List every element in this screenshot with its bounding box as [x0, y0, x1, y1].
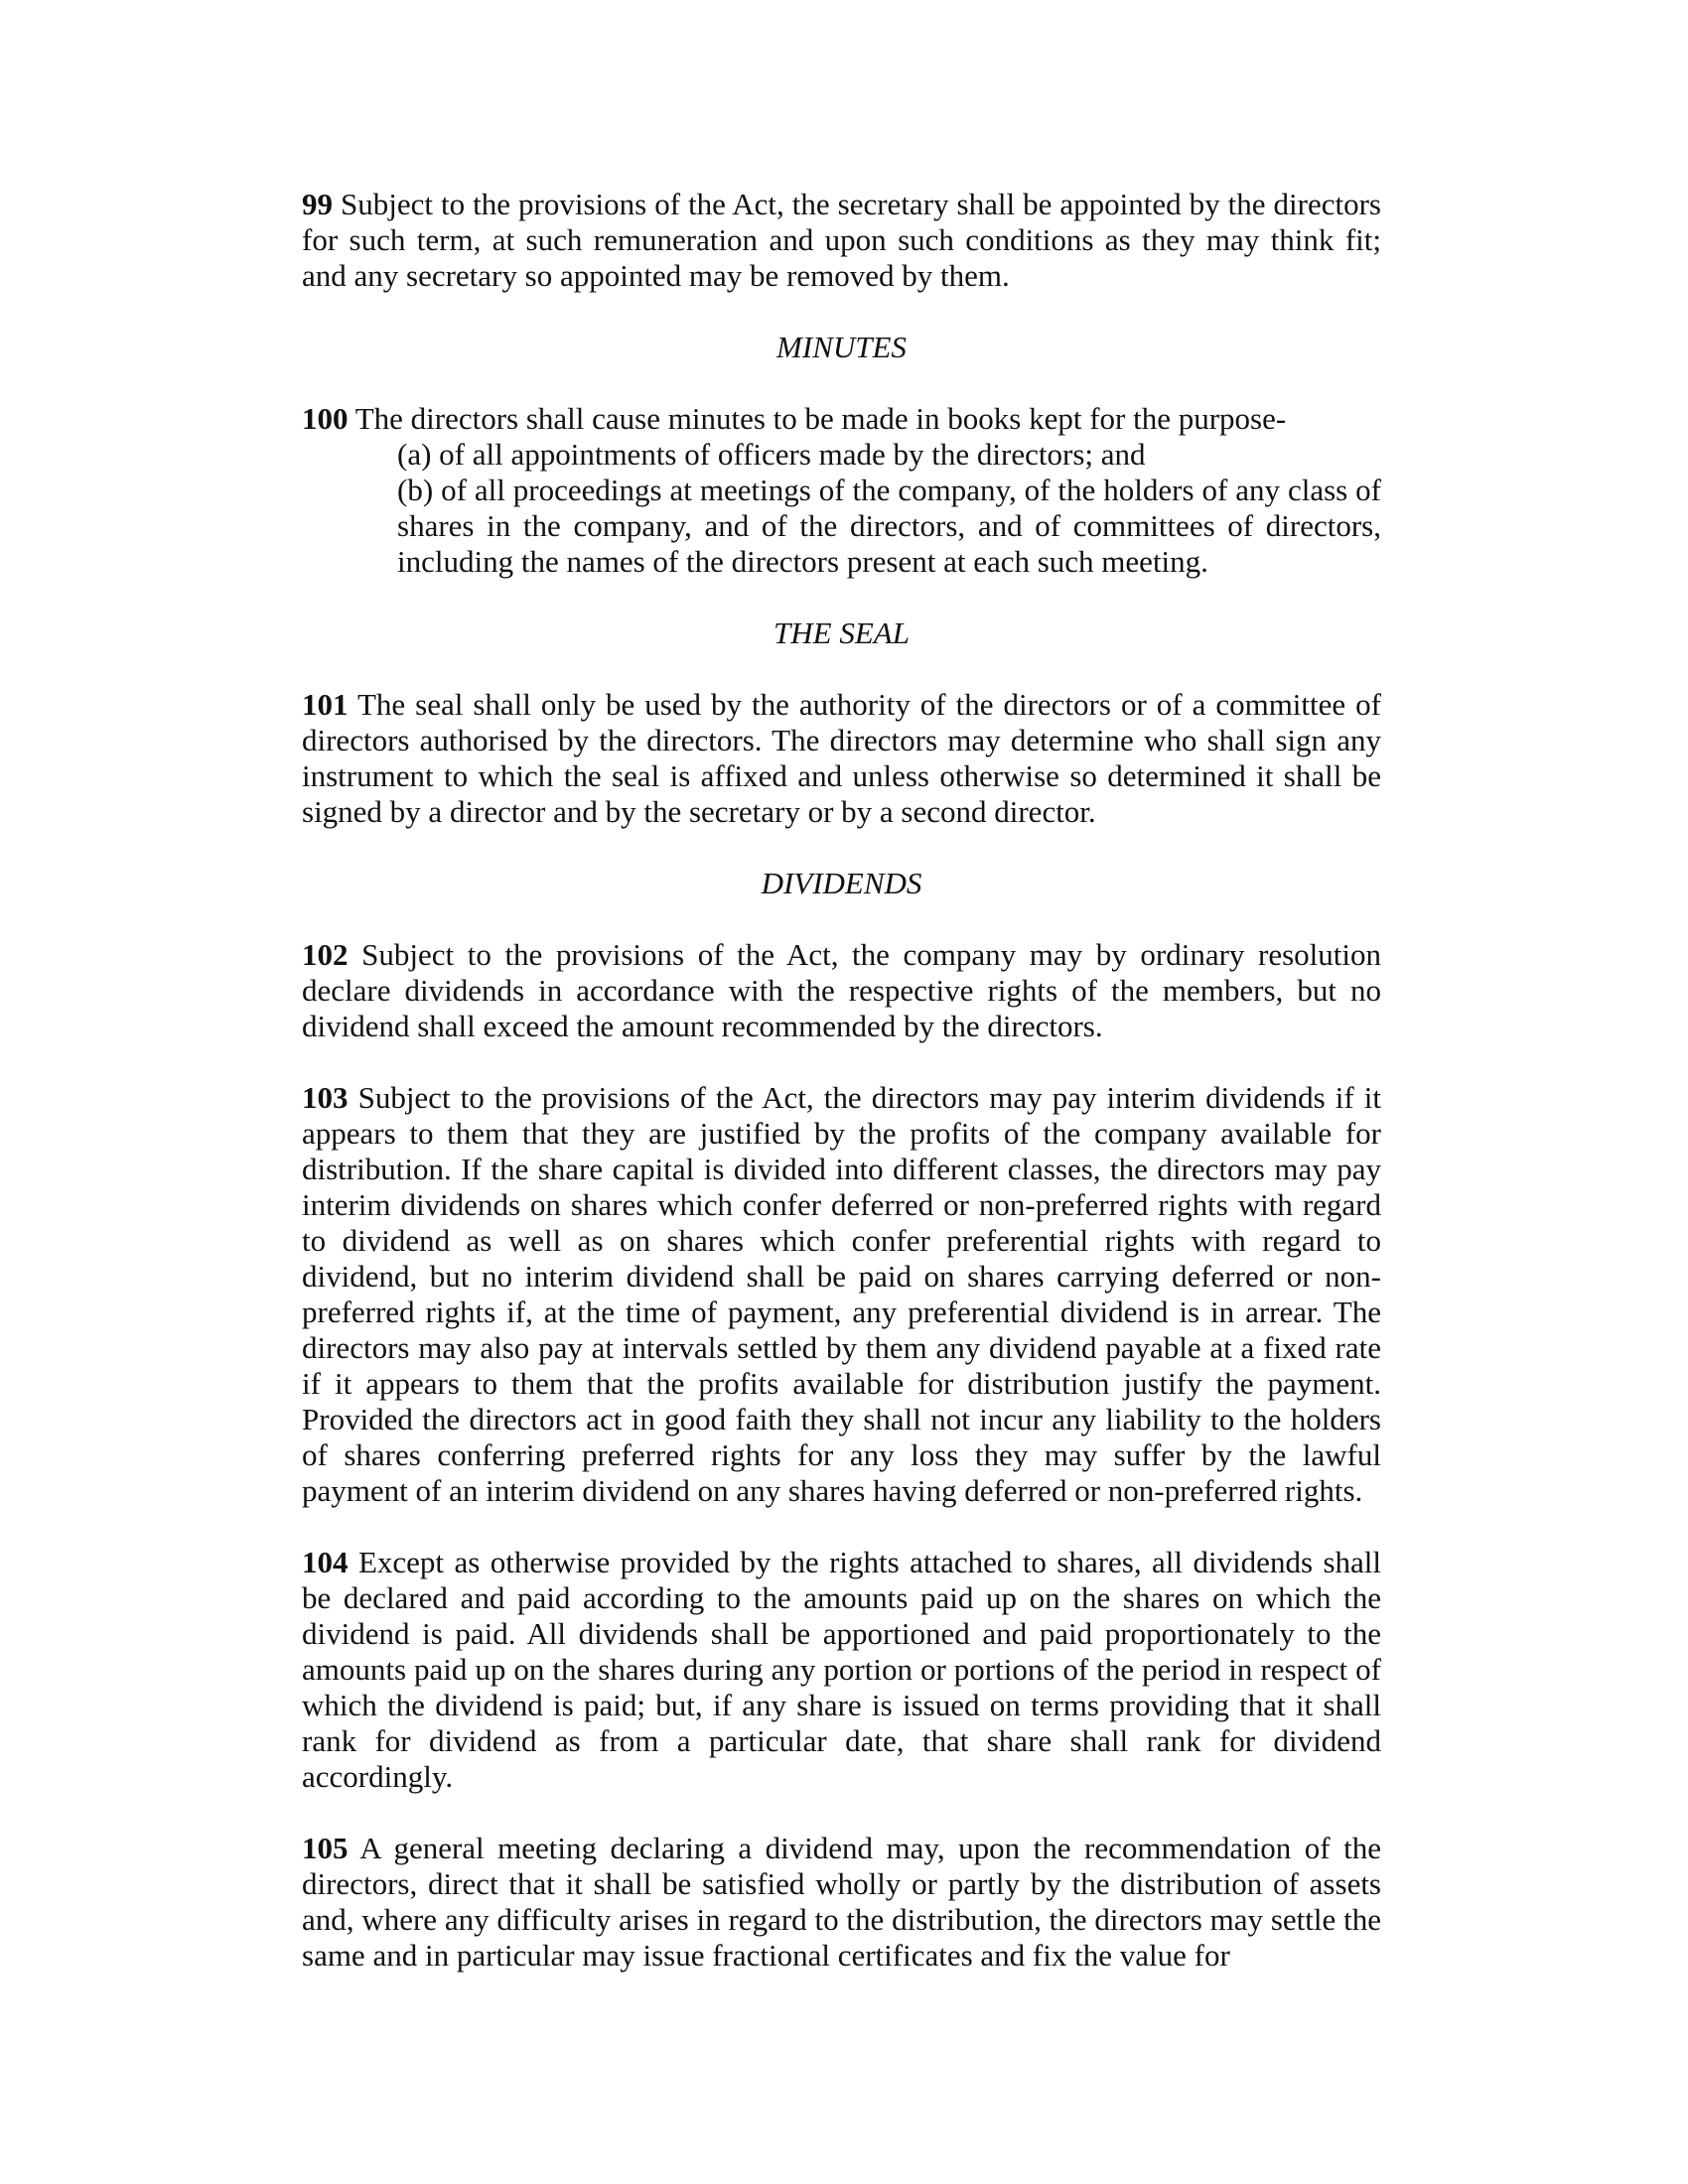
clause-item-b: (b) of all proceedings at meetings of the company, of the holders of any class of shares in the company, and of the directors, and of committees of directors, including the names of the directors present at each such meeting. — [397, 473, 1381, 579]
clause-104 — [302, 1545, 1381, 1795]
clause-text: The directors shall cause minutes to be made in books kept for the purpose- — [354, 401, 1287, 436]
clause-intro — [302, 401, 1381, 437]
clause-text: Subject to the provisions of the Act, the directors may pay interim dividends if it appears to them that they are justified by the profits of the company available for distribution. If the share capital is divided into different classes, the directors may pay interim dividends on shares which confer deferred or non-preferred rights with regard to dividend as well as on shares which confer preferential rights with regard to dividend, but no interim dividend shall be paid on shares carrying deferred or non-preferred rights if, at the time of payment, any preferential dividend is in arrear. The directors may also pay at intervals settled by them any dividend payable at a fixed rate if it appears to them that the profits available for distribution justify the payment. Provided the directors act in good faith they shall not incur any liability to the holders of shares conferring preferred rights for any loss they may suffer by the lawful payment of an interim dividend on any shares having deferred or non-preferred rights. — [302, 1080, 1382, 1508]
clause-101 — [302, 687, 1381, 830]
clause-102 — [302, 937, 1381, 1044]
clause-text: The seal shall only be used by the authority of the directors or of a committee of directors authorised by the directors. The directors may determine who shall sign any instrument to which the seal is affixed and unless otherwise so determined it shall be signed by a director and by the secretary or by a second director. — [302, 687, 1381, 829]
section-heading-minutes: MINUTES — [776, 330, 907, 364]
clause-105 — [302, 1831, 1381, 1974]
clause-number: 100 — [302, 401, 349, 436]
clause-103 — [302, 1080, 1381, 1509]
clause-number: 102 — [302, 937, 349, 972]
clause-number: 101 — [302, 687, 349, 722]
clause-number: 103 — [302, 1080, 349, 1115]
clause-item-a: (a) of all appointments of officers made by the directors; and — [397, 437, 1146, 472]
clause-number: 105 — [302, 1831, 349, 1865]
clause-99 — [302, 187, 1381, 294]
section-heading-dividends: DIVIDENDS — [761, 866, 922, 900]
clause-text: A general meeting declaring a dividend may, upon the recommendation of the directors, direct that it shall be satisfied wholly or partly by the distribution of assets and, where any difficulty arises in regard to the distribution, the directors may settle the same and in particular may issue fractional certificates and fix the value for — [302, 1831, 1381, 1973]
clause-100 — [302, 401, 1381, 580]
document-page — [302, 187, 1381, 1974]
clause-number: 99 — [302, 187, 333, 221]
clause-text: Except as otherwise provided by the rights attached to shares, all dividends shall be declared and paid according to the amounts paid up on the shares on which the dividend is paid. All dividends shall be apportioned and paid proportionately to the amounts paid up on the shares during any portion or portions of the period in respect of which the dividend is paid; but, if any share is issued on terms providing that it shall rank for dividend as from a particular date, that share shall rank for dividend accordingly. — [302, 1545, 1381, 1794]
clause-number: 104 — [302, 1545, 349, 1579]
section-heading-seal: THE SEAL — [774, 615, 910, 650]
clause-text: Subject to the provisions of the Act, the company may by ordinary resolution declare dividends in accordance with the respective rights of the members, but no dividend shall exceed the amount recommended by the directors. — [302, 937, 1382, 1043]
clause-text: Subject to the provisions of the Act, the secretary shall be appointed by the directors for such term, at such remuneration and upon such conditions as they may think fit; and any secretary so appointed may be removed by them. — [302, 187, 1381, 293]
